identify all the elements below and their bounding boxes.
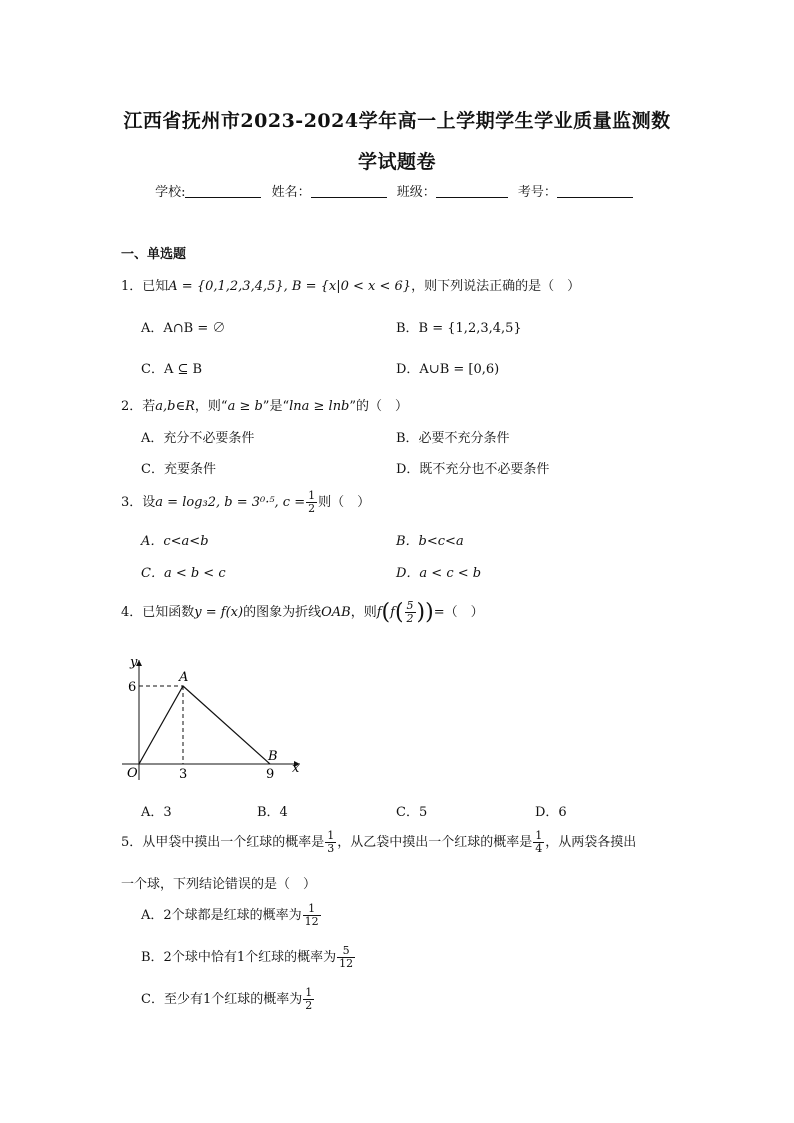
q5-text-b: ，从乙袋中摸出一个红球的概率是 xyxy=(337,835,533,850)
q4-math2: OAB xyxy=(321,605,351,620)
exam-number-label: 考号： xyxy=(517,185,557,200)
graph-tick-x3: 3 xyxy=(179,767,188,782)
q5-text-a: 5．从甲袋中摸出一个红球的概率是 xyxy=(121,835,325,850)
question-5-line2: 一个球，下列结论错误的是（ ） xyxy=(121,877,317,892)
name-field[interactable] xyxy=(311,184,387,198)
page-title-line1: 江西省抚州市2023-2024学年高一上学期学生学业质量监测数 xyxy=(123,110,671,132)
question-5-line1 xyxy=(121,830,636,855)
question-4 xyxy=(121,600,484,625)
q4-graph xyxy=(112,650,312,785)
q1-option-a[interactable]: A．A∩B = ∅ xyxy=(141,321,226,336)
q4-prefix: 4．已知函数 xyxy=(121,605,195,620)
q5-a-denominator: 12 xyxy=(304,915,319,928)
q2-suffix: ”的（ ） xyxy=(349,399,409,414)
q4-option-c[interactable]: C．5 xyxy=(396,805,428,820)
q4-frac-denominator: 2 xyxy=(406,612,414,625)
school-field[interactable] xyxy=(185,184,261,198)
q1-option-c[interactable]: C．A ⊆ B xyxy=(141,362,203,377)
q2-mid: ，则“ xyxy=(194,399,228,414)
q3-fraction xyxy=(306,490,317,515)
q5-option-b-fraction xyxy=(337,945,355,970)
q3-frac-denominator: 2 xyxy=(308,502,316,515)
q2-math3: lna ≥ lnb xyxy=(289,399,350,414)
q5-f2-denominator: 4 xyxy=(535,842,543,855)
q5-f2-numerator: 1 xyxy=(535,829,543,842)
q1-prefix: 1．已知 xyxy=(121,279,169,294)
q5-text-c: ，从两袋各摸出 xyxy=(545,835,637,850)
graph-origin-label: O xyxy=(127,766,138,781)
q2-mid2: ”是“ xyxy=(262,399,290,414)
exam-number-field[interactable] xyxy=(557,184,633,198)
q5-b-numerator: 5 xyxy=(337,945,355,958)
q3-option-b[interactable]: B．b<c<a xyxy=(396,534,464,549)
q5-a-numerator: 1 xyxy=(303,903,321,916)
page-title-line2: 学试题卷 xyxy=(357,151,436,173)
q4-option-a[interactable]: A．3 xyxy=(141,805,172,820)
q5-f1-denominator: 3 xyxy=(327,842,335,855)
question-1 xyxy=(121,275,580,294)
q4-option-b[interactable]: B．4 xyxy=(257,805,288,820)
q4-math1: y = f(x) xyxy=(194,605,244,620)
q5-fraction-2 xyxy=(533,830,544,855)
q5-option-c[interactable] xyxy=(141,987,315,1012)
q1-option-b[interactable]: B．B = {1,2,3,4,5} xyxy=(396,321,522,336)
q2-option-c[interactable]: C．充要条件 xyxy=(141,462,216,477)
q5-option-b-text: B．2个球中恰有1个红球的概率为 xyxy=(141,950,337,965)
name-label: 姓名： xyxy=(271,185,311,200)
q4-frac-numerator: 5 xyxy=(406,599,414,612)
q4-fraction xyxy=(405,600,416,625)
q5-option-c-fraction xyxy=(303,987,314,1012)
q3-option-a[interactable]: A．c<a<b xyxy=(141,534,209,549)
school-label: 学校: xyxy=(155,185,186,200)
q3-math: a = log₃2, b = 3⁰·⁵, c = xyxy=(155,495,306,510)
q3-suffix: 则（ ） xyxy=(318,495,371,510)
q2-math2: a ≥ b xyxy=(227,399,263,414)
q4-mid: 的图象为折线 xyxy=(243,605,322,620)
q5-c-numerator: 1 xyxy=(305,986,313,999)
q5-fraction-1 xyxy=(325,830,336,855)
question-3 xyxy=(121,490,370,515)
q2-option-d[interactable]: D．既不充分也不必要条件 xyxy=(396,462,550,477)
q2-option-a[interactable]: A．充分不必要条件 xyxy=(141,431,255,446)
q4-f-of-f: f(f( $\frac{5}{2}$ )) xyxy=(376,599,434,625)
graph-x-label: x xyxy=(292,761,300,776)
question-2 xyxy=(121,395,408,414)
q5-f1-numerator: 1 xyxy=(327,829,335,842)
q3-option-c[interactable]: C．a < b < c xyxy=(141,566,226,581)
q4-suffix: =（ ） xyxy=(433,605,484,620)
student-info-row xyxy=(0,181,794,200)
q4-mid2: ，则 xyxy=(350,605,377,620)
class-label: 班级： xyxy=(396,185,436,200)
q1-math: A = {0,1,2,3,4,5}, B = {x|0 < x < 6} xyxy=(168,279,412,294)
q1-suffix: ，则下列说法正确的是（ ） xyxy=(411,279,581,294)
q5-option-a-text: A．2个球都是红球的概率为 xyxy=(141,908,302,923)
q5-c-denominator: 2 xyxy=(305,999,313,1012)
q3-frac-numerator: 1 xyxy=(308,489,316,502)
q4-option-d[interactable]: D．6 xyxy=(535,805,567,820)
q3-option-d[interactable]: D．a < c < b xyxy=(396,566,482,581)
graph-point-a: A xyxy=(179,670,189,685)
q1-option-d[interactable]: D．A∪B = [0,6) xyxy=(396,362,500,377)
q2-prefix: 2．若 xyxy=(121,399,156,414)
q3-prefix: 3．设 xyxy=(121,495,156,510)
q5-option-a[interactable] xyxy=(141,903,322,928)
q5-option-a-fraction xyxy=(303,903,321,928)
section-heading: 一、单选题 xyxy=(121,247,187,262)
graph-tick-x9: 9 xyxy=(266,767,275,782)
polyline-oab xyxy=(139,686,270,764)
class-field[interactable] xyxy=(436,184,508,198)
q5-option-b[interactable] xyxy=(141,945,356,970)
q2-option-b[interactable]: B．必要不充分条件 xyxy=(396,431,510,446)
graph-y-label: y xyxy=(130,655,138,670)
graph-tick-y6: 6 xyxy=(128,680,137,695)
q5-b-denominator: 12 xyxy=(339,957,354,970)
q5-option-c-text: C．至少有1个红球的概率为 xyxy=(141,992,303,1007)
graph-point-b: B xyxy=(268,749,278,764)
q2-math1: a,b∈R xyxy=(155,399,195,414)
